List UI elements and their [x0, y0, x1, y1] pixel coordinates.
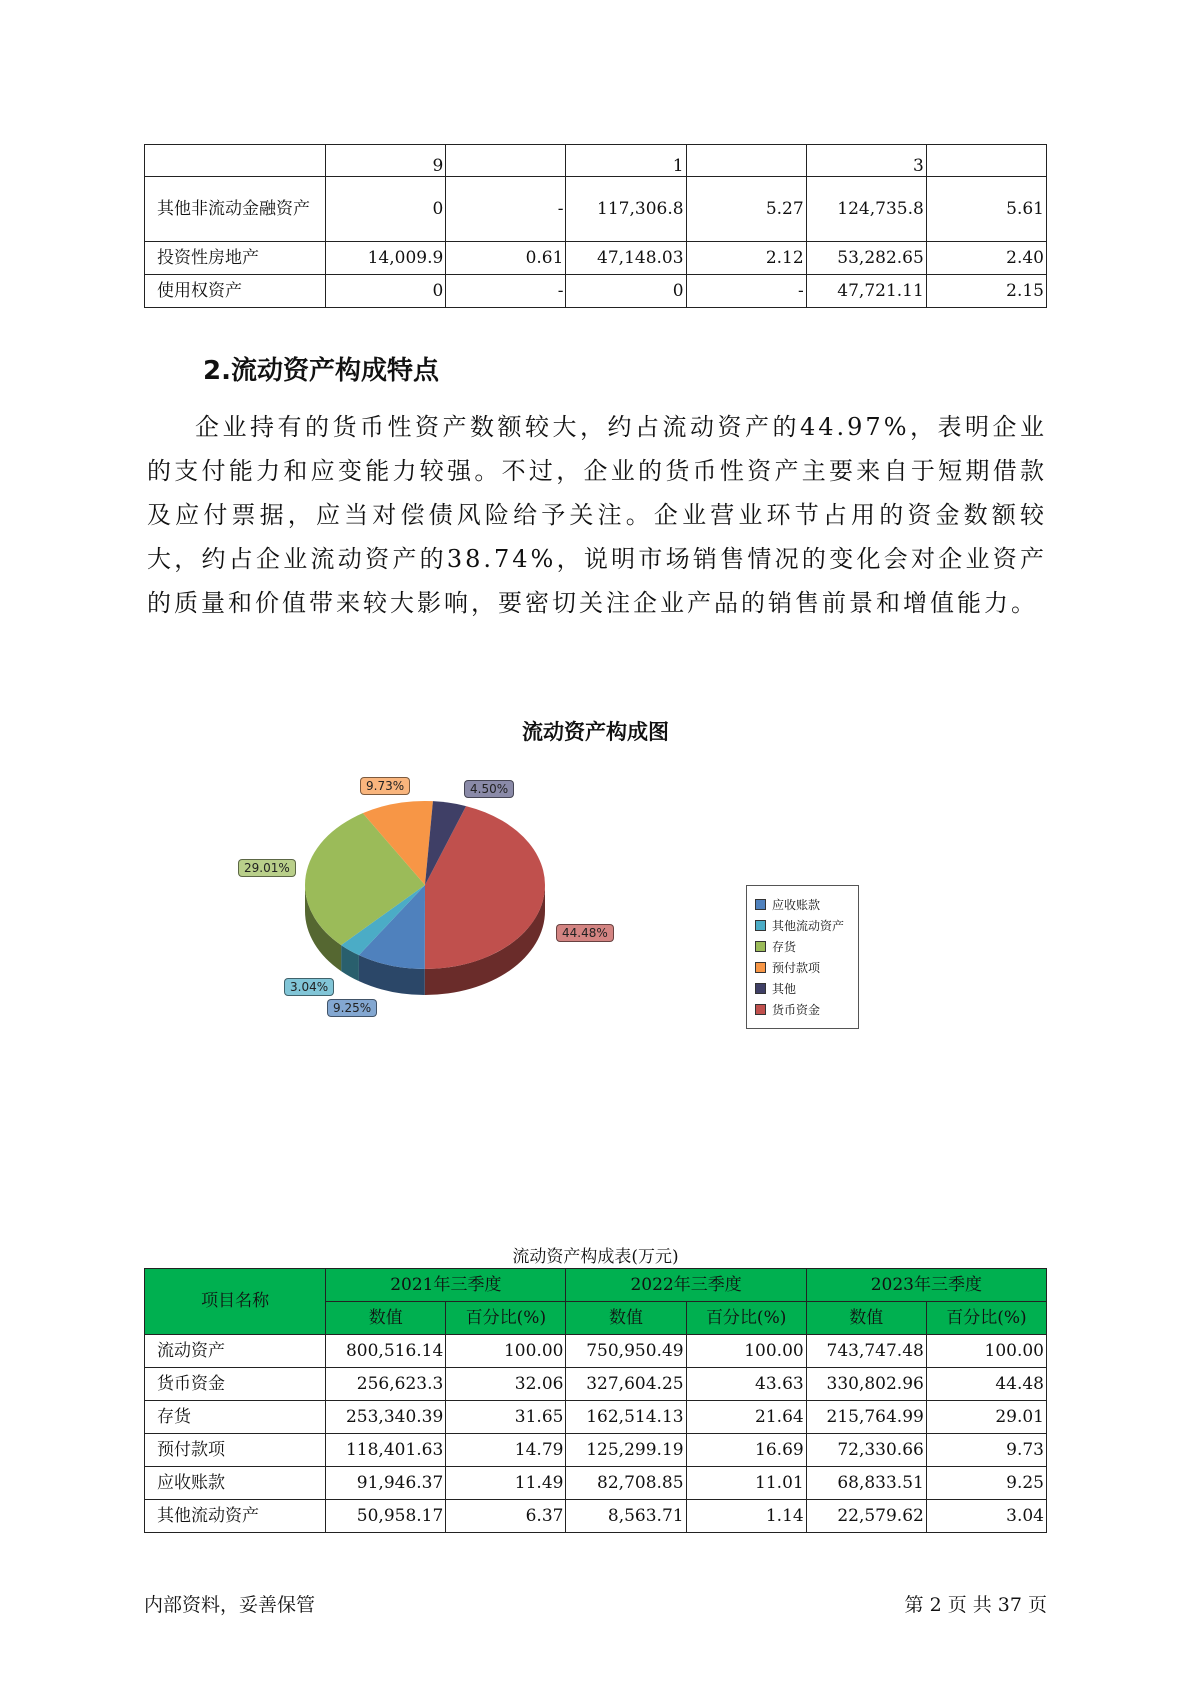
value-cell: 50,958.17 [326, 1500, 446, 1533]
footer-confidential: 内部资料，妥善保管 [144, 1594, 316, 1616]
percent-cell: - [446, 275, 566, 308]
percent-cell: 14.79 [446, 1434, 566, 1467]
row-label [145, 145, 326, 177]
value-cell: 0 [326, 177, 446, 242]
legend-label: 应收账款 [772, 897, 821, 912]
current-assets-table [144, 1268, 1047, 1533]
chart-title: 流动资产构成图 [522, 719, 669, 744]
header-period: 2022年三季度 [566, 1269, 806, 1302]
percent-cell: - [446, 177, 566, 242]
legend-item [755, 937, 796, 955]
percent-cell [926, 145, 1046, 177]
percent-cell: 3.04 [926, 1500, 1046, 1533]
legend-swatch [755, 1004, 766, 1015]
percent-cell: 1.14 [686, 1500, 806, 1533]
legend-item [755, 958, 820, 976]
row-label: 投资性房地产 [145, 242, 326, 275]
footer-page-number: 第 2 页 共 37 页 [904, 1594, 1047, 1616]
header-period: 2021年三季度 [326, 1269, 566, 1302]
percent-cell: 44.48 [926, 1368, 1046, 1401]
value-cell: 91,946.37 [326, 1467, 446, 1500]
percent-cell: 2.40 [926, 242, 1046, 275]
table-row [145, 242, 1047, 275]
percent-cell: 29.01 [926, 1401, 1046, 1434]
table-row [145, 177, 1047, 242]
value-cell: 1 [566, 145, 686, 177]
value-cell: 330,802.96 [806, 1368, 926, 1401]
top-table [144, 144, 1047, 308]
percent-cell: 5.61 [926, 177, 1046, 242]
value-cell: 3 [806, 145, 926, 177]
percent-cell: 11.01 [686, 1467, 806, 1500]
table-row [145, 1401, 1047, 1434]
value-cell: 47,721.11 [806, 275, 926, 308]
row-label: 存货 [145, 1401, 326, 1434]
legend-label: 其他流动资产 [772, 918, 845, 933]
percent-cell: 0.61 [446, 242, 566, 275]
header-value: 数值 [326, 1302, 446, 1335]
legend-swatch [755, 962, 766, 973]
legend-swatch [755, 983, 766, 994]
pie-data-label: 9.25% [327, 999, 377, 1017]
legend-item [755, 895, 820, 913]
header-period: 2023年三季度 [806, 1269, 1046, 1302]
row-label: 其他流动资产 [145, 1500, 326, 1533]
percent-cell: 100.00 [926, 1335, 1046, 1368]
percent-cell: 31.65 [446, 1401, 566, 1434]
percent-cell: 100.00 [446, 1335, 566, 1368]
table-caption: 流动资产构成表(万元) [512, 1247, 679, 1267]
percent-cell: 9.25 [926, 1467, 1046, 1500]
legend-swatch [755, 920, 766, 931]
legend-label: 其他 [772, 981, 797, 996]
legend-label: 预付款项 [772, 960, 821, 975]
row-label: 货币资金 [145, 1368, 326, 1401]
value-cell: 800,516.14 [326, 1335, 446, 1368]
pie-data-label: 4.50% [464, 780, 514, 798]
percent-cell: 21.64 [686, 1401, 806, 1434]
percent-cell: 2.15 [926, 275, 1046, 308]
value-cell: 125,299.19 [566, 1434, 686, 1467]
header-percent: 百分比(%) [446, 1302, 566, 1335]
chart-legend [746, 885, 859, 1029]
value-cell: 215,764.99 [806, 1401, 926, 1434]
pie-data-label: 3.04% [284, 978, 334, 996]
legend-item [755, 916, 844, 934]
percent-cell: 9.73 [926, 1434, 1046, 1467]
percent-cell: 11.49 [446, 1467, 566, 1500]
value-cell: 9 [326, 145, 446, 177]
value-cell: 118,401.63 [326, 1434, 446, 1467]
percent-cell [686, 145, 806, 177]
table-row [145, 1500, 1047, 1533]
percent-cell [446, 145, 566, 177]
row-label: 应收账款 [145, 1467, 326, 1500]
value-cell: 0 [566, 275, 686, 308]
value-cell: 53,282.65 [806, 242, 926, 275]
table-row [145, 1434, 1047, 1467]
value-cell: 256,623.3 [326, 1368, 446, 1401]
percent-cell: 6.37 [446, 1500, 566, 1533]
row-label: 预付款项 [145, 1434, 326, 1467]
value-cell: 117,306.8 [566, 177, 686, 242]
percent-cell: 43.63 [686, 1368, 806, 1401]
row-label: 其他非流动金融资产 [145, 177, 326, 242]
percent-cell: 2.12 [686, 242, 806, 275]
pie-data-label: 29.01% [238, 859, 296, 877]
legend-swatch [755, 941, 766, 952]
percent-cell: 5.27 [686, 177, 806, 242]
percent-cell: 100.00 [686, 1335, 806, 1368]
value-cell: 253,340.39 [326, 1401, 446, 1434]
header-value: 数值 [806, 1302, 926, 1335]
legend-label: 货币资金 [772, 1002, 821, 1017]
table-row [145, 145, 1047, 177]
legend-swatch [755, 899, 766, 910]
value-cell: 72,330.66 [806, 1434, 926, 1467]
value-cell: 8,563.71 [566, 1500, 686, 1533]
value-cell: 82,708.85 [566, 1467, 686, 1500]
value-cell: 327,604.25 [566, 1368, 686, 1401]
pie-data-label: 44.48% [556, 924, 614, 942]
value-cell: 47,148.03 [566, 242, 686, 275]
header-item-name: 项目名称 [145, 1269, 326, 1335]
value-cell: 162,514.13 [566, 1401, 686, 1434]
pie-data-label: 9.73% [360, 777, 410, 795]
value-cell: 750,950.49 [566, 1335, 686, 1368]
header-percent: 百分比(%) [686, 1302, 806, 1335]
percent-cell: - [686, 275, 806, 308]
legend-item [755, 979, 796, 997]
value-cell: 22,579.62 [806, 1500, 926, 1533]
row-label: 使用权资产 [145, 275, 326, 308]
percent-cell: 32.06 [446, 1368, 566, 1401]
row-label: 流动资产 [145, 1335, 326, 1368]
table-row [145, 275, 1047, 308]
table-row [145, 1368, 1047, 1401]
header-value: 数值 [566, 1302, 686, 1335]
value-cell: 68,833.51 [806, 1467, 926, 1500]
table-row [145, 1335, 1047, 1368]
table-row [145, 1467, 1047, 1500]
header-percent: 百分比(%) [926, 1302, 1046, 1335]
percent-cell: 16.69 [686, 1434, 806, 1467]
pie-chart [220, 760, 640, 1030]
section-heading: 2.流动资产构成特点 [203, 356, 439, 386]
legend-item [755, 1000, 820, 1018]
value-cell: 124,735.8 [806, 177, 926, 242]
value-cell: 14,009.9 [326, 242, 446, 275]
value-cell: 0 [326, 275, 446, 308]
legend-label: 存货 [772, 939, 797, 954]
section-paragraph: 企业持有的货币性资产数额较大，约占流动资产的44.97%，表明企业的支付能力和应变能力较强。不过，企业的货币性资产主要来自于短期借款及应付票据，应当对偿债风险给予关注。企业营业环节占用的资金数额较大，约占企业流动资产的38.74%，说明市场销售情况的变化会对企业资产的质量和价值带来较大影响，要密切关注企业产品的销售前景和增值能力。 [147, 413, 1047, 617]
value-cell: 743,747.48 [806, 1335, 926, 1368]
